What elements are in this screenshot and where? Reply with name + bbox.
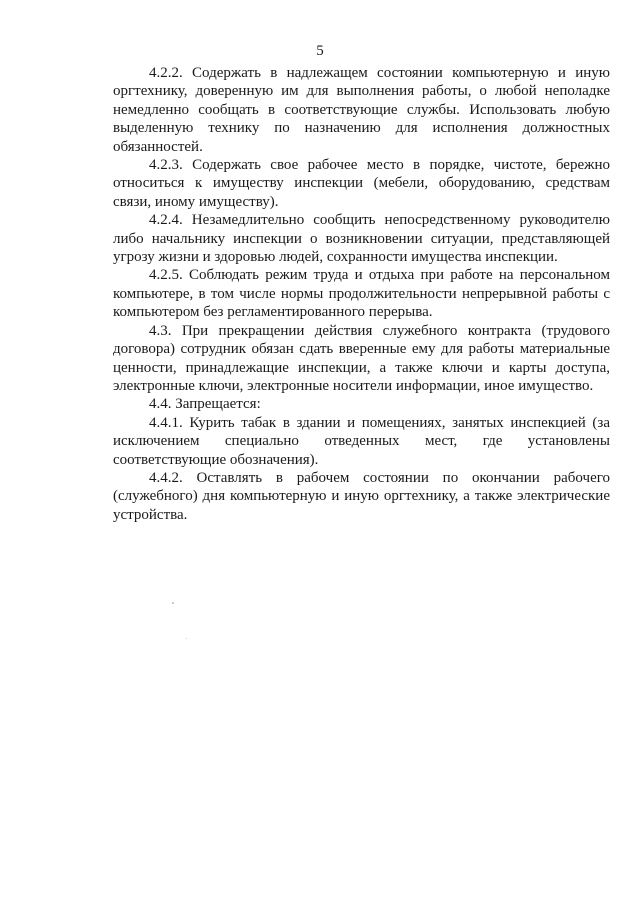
- paragraph-4-4-2: 4.4.2. Оставлять в рабочем состоянии по окончании рабочего (служебного) дня компьютерную и иную оргтехнику, а также электрические устройства.: [113, 469, 610, 523]
- scan-speck: [172, 602, 174, 604]
- paragraph-4-2-5: 4.2.5. Соблюдать режим труда и отдыха при работе на персональном компьютере, в том числе нормы продолжительности непрерывной работы с компьютером без регламентированного перерыва.: [113, 267, 610, 321]
- paragraph-4-2-4: 4.2.4. Незамедлительно сообщить непосредственному руководителю либо начальнику инспекции о возникновении ситуации, представляющей угрозу жизни и здоровью людей, сохранности имущества инспекции.: [113, 212, 610, 266]
- paragraph-4-2-2: 4.2.2. Содержать в надлежащем состоянии компьютерную и иную оргтехнику, доверенную им для выполнения работы, о любой неполадке немедленно сообщать в соответствующие службы. Использовать любую выделенную технику по назначению для исполнения должностных обязанностей.: [113, 65, 610, 155]
- document-body: [113, 64, 610, 524]
- paragraph-4-4-1: 4.4.1. Курить табак в здании и помещениях, занятых инспекцией (за исключением специально отведенных мест, где установлены соответствующие обозначения).: [113, 414, 610, 468]
- paragraph-4-3: 4.3. При прекращении действия служебного контракта (трудового договора) сотрудник обязан сдать вверенные ему для работы материальные ценности, принадлежащие инспекции, а также ключи и карты доступа, электронные ключи, электронные носители информации, иное имущество.: [113, 322, 610, 394]
- paragraph-4-4: 4.4. Запрещается:: [149, 396, 261, 413]
- page-number: 5: [316, 43, 324, 59]
- scan-speck: [186, 638, 187, 639]
- paragraph-4-2-3: 4.2.3. Содержать свое рабочее место в порядке, чистоте, бережно относиться к имуществу инспекции (мебели, оборудованию, средствам связи, иному имуществу).: [113, 157, 610, 210]
